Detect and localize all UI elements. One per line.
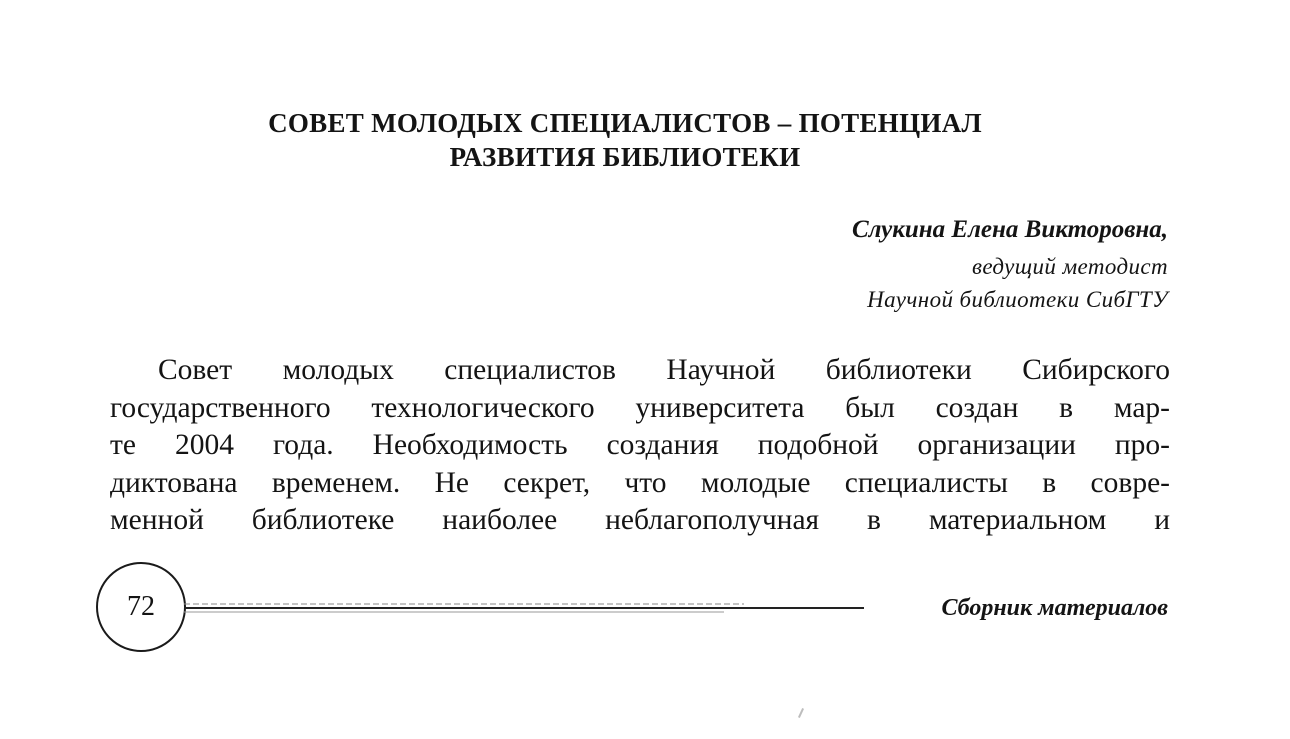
body-line: диктована временем. Не секрет, что молодые специалисты в совре-: [110, 466, 1170, 499]
page-number: 72: [127, 591, 155, 622]
body-line: те 2004 года. Необходимость создания подобной организации про-: [110, 429, 1170, 461]
page-number-circle: [96, 562, 186, 652]
collection-label: Сборник материалов: [941, 595, 1168, 621]
footer-rule: [184, 602, 864, 614]
author-name: Слукина Елена Викторовна,: [851, 216, 1168, 243]
article-body: [110, 352, 1170, 540]
page-footer: [96, 562, 1176, 662]
scan-speck: [798, 708, 804, 718]
author-organization: Научной библиотеки СибГТУ: [867, 287, 1168, 312]
author-position: ведущий методист: [971, 254, 1168, 279]
article-title-line-1: СОВЕТ МОЛОДЫХ СПЕЦИАЛИСТОВ – ПОТЕНЦИАЛ: [268, 108, 982, 138]
body-line: Совет молодых специалистов Научной библиотеки Сибирского: [158, 354, 1170, 386]
body-line: государственного технологического университета был создан в мар-: [110, 391, 1170, 424]
body-line: менной библиотеке наиболее неблагополучная в материальном и: [110, 504, 1170, 536]
article-title-line-2: РАЗВИТИЯ БИБЛИОТЕКИ: [449, 142, 801, 172]
